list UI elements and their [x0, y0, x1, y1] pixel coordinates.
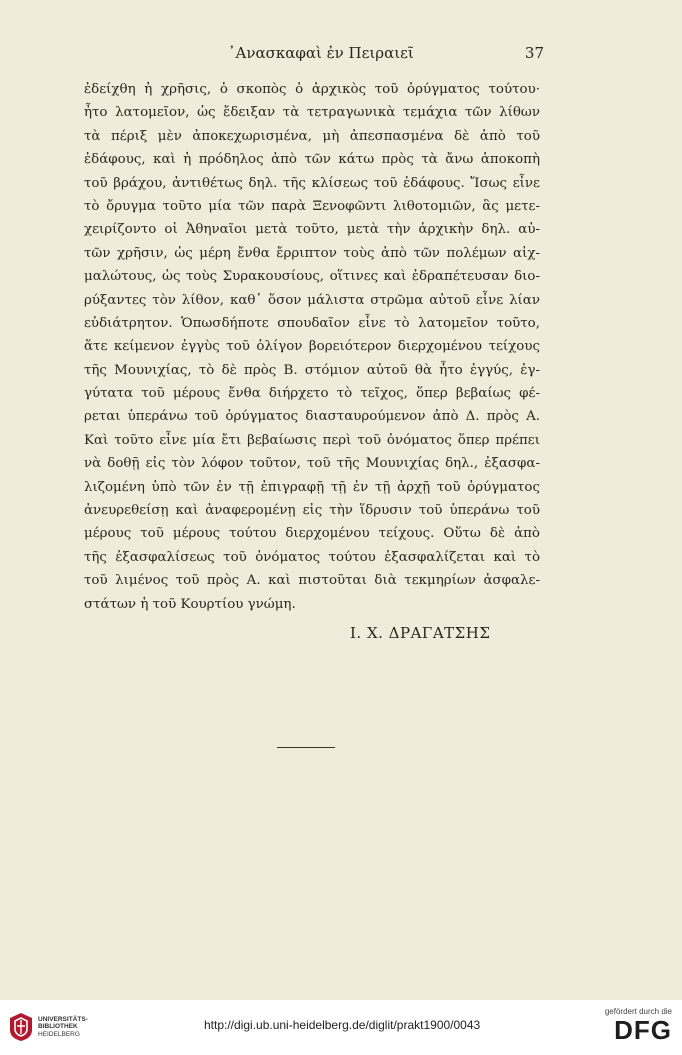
text-line: γύτατα τοῦ μέρους ἔνθα διήρχετο τὸ τεῖχος, ὅπερ βεβαίως φέ- [84, 386, 540, 402]
text-line: στάτων ἡ τοῦ Κουρτίου γνώμη. [84, 596, 296, 612]
page-header [80, 44, 542, 68]
text-line: τοῦ βράχου, ἀντιθέτως δηλ. τῆς κλίσεως τοῦ ἐδάφους. Ἴσως εἶνε [84, 175, 540, 191]
text-line: λιζομένη ὑπὸ τῶν ἐν τῇ ἐπιγραφῇ τῇ ἐν τῇ ἀρχῇ τοῦ ὀρύγματος [84, 479, 540, 495]
text-line: χειρίζοντο οἱ Ἀθηναῖοι μετὰ τοῦτο, μετὰ τὴν ἀρχικὴν δηλ. αὐ- [84, 222, 540, 238]
text-line: Καὶ τοῦτο εἶνε μία ἔτι βεβαίωσις περὶ τοῦ ὀνόματος ὅπερ πρέπει [84, 432, 540, 448]
dfg-caption: gefördert durch die [604, 1007, 672, 1016]
text-line: τὰ πέριξ μὲν ἀποκεχωρισμένα, μὴ ἀπεσπασμένα δὲ ἀπὸ τοῦ [84, 128, 540, 144]
text-line: ἐδάφους, καὶ ἡ πρόδηλος ἀπὸ τῶν κάτω πρὸς τὰ ἄνω ἀποκοπὴ [84, 152, 540, 168]
text-line: νὰ δοθῇ εἰς τὸν λόφον τοῦτον, τοῦ τῆς Μουνιχίας δηλ., ἐξασφα- [84, 456, 540, 472]
library-logo [8, 1012, 88, 1042]
text-line: τὸ ὄρυγμα τοῦτο μία τῶν παρὰ Ξενοφῶντι λιθοτομιῶν, ἃς μετε- [84, 198, 540, 214]
page-number: 37 [524, 44, 544, 62]
text-line: τῆς Μουνιχίας, τὸ δὲ πρὸς Β. στόμιον αὐτοῦ θὰ ἦτο ἐγγύς, ἐγ- [84, 362, 540, 378]
logo-line-3: HEIDELBERG [38, 1030, 80, 1038]
text-line: ἅτε κείμενον ἐγγὺς τοῦ ὀλίγον βορειότερον διερχομένου τείχους [84, 339, 540, 355]
source-url[interactable]: http://digi.ub.uni-heidelberg.de/diglit/prakt1900/0043 [204, 1018, 481, 1032]
author-signature: Ι. Χ. ΔΡΑΓΑΤΣΗΣ [350, 624, 491, 642]
text-line: μαλώτους, ὡς τοὺς Συρακουσίους, οἵτινες καὶ ἐδραπέτευσαν διο- [84, 269, 540, 285]
running-title: ᾿Ανασκαφαὶ ἐν Πειραιεῖ [228, 44, 414, 62]
text-line: ρύξαντες τὸν λίθον, καθ᾽ ὅσον μάλιστα στρῶμα αὐτοῦ εἶνε λίαν [84, 292, 540, 308]
text-line: ἀνευρεθείσῃ καὶ ἀναφερομένῃ εἰς τὴν ἵδρυσιν τοῦ ὑπεράνω τοῦ [84, 503, 540, 519]
text-line: τῆς ἐξασφαλίσεως τοῦ ὀνόματος τούτου ἐξασφαλίζεται καὶ τὸ [84, 549, 540, 565]
body-text [84, 78, 540, 616]
logo-line-2: BIBLIOTHEK [38, 1023, 78, 1031]
logo-line-1: UNIVERSITÄTS- [38, 1015, 88, 1023]
text-line: τοῦ λιμένος τοῦ πρὸς Α. καὶ πιστοῦται διὰ τεκμηρίων ἀσφαλε- [84, 573, 540, 589]
text-line: ρεται ὑπεράνω τοῦ ὀρύγματος διασταυρούμενον ἀπὸ Δ. πρὸς Α. [84, 409, 540, 425]
text-line: τῶν χρῆσιν, ὡς μέρη ἔνθα ἔρριπτον τοὺς ἀπὸ τῶν πολέμων αἰχ- [84, 245, 540, 261]
text-line: εὐδιάτρητον. Ὁπωσδήποτε σπουδαῖον εἶνε τὸ λατομεῖον τοῦτο, [84, 315, 540, 331]
university-seal-icon [8, 1012, 34, 1042]
text-line: μέρους τοῦ μέρους τούτου διερχομένου τείχους. Οὕτω δὲ ἀπὸ [84, 526, 540, 542]
text-line: ἐδείχθη ἡ χρῆσις, ὁ σκοπὸς ὁ ἀρχικὸς τοῦ ὀρύγματος τούτου· [84, 82, 540, 97]
dfg-funding-notice [605, 1007, 672, 1044]
text-line: ἦτο λατομεῖον, ὡς ἔδειξαν τὰ τετραγωνικὰ τεμάχια τῶν λίθων [84, 105, 540, 121]
end-rule [277, 747, 335, 748]
dfg-logo: DFG [614, 1015, 672, 1045]
page-footer [0, 1000, 682, 1055]
